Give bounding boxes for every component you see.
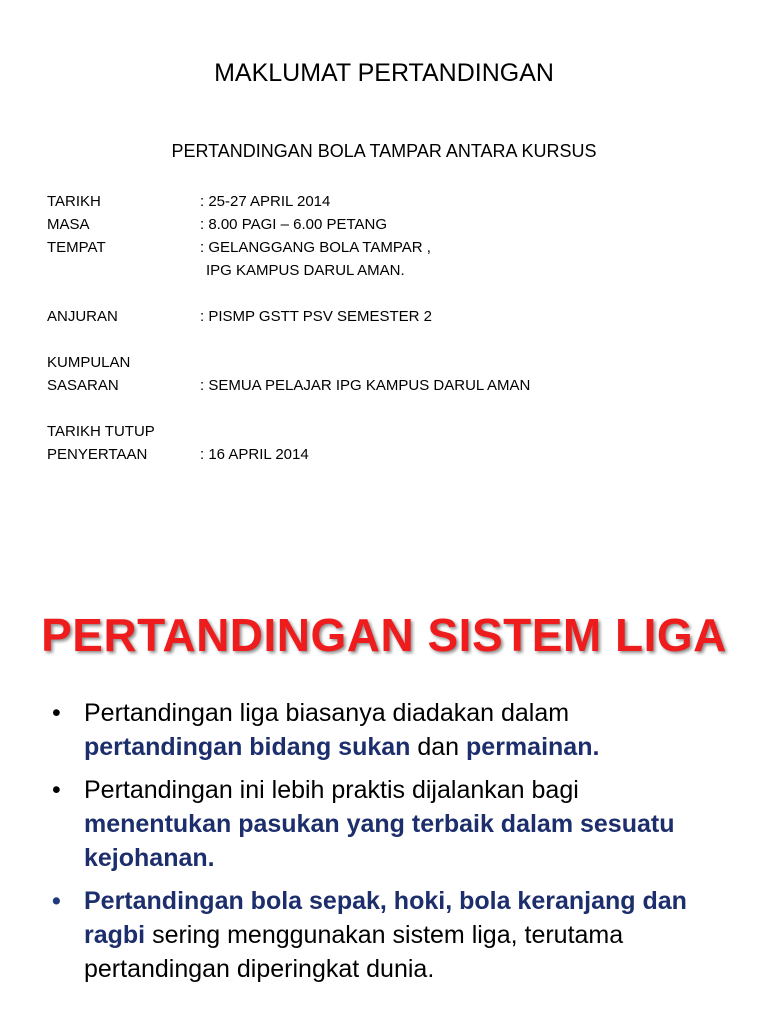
info-value: : 25-27 APRIL 2014 xyxy=(200,193,331,210)
bullet-item xyxy=(52,884,742,986)
slide-subtitle: PERTANDINGAN BOLA TAMPAR ANTARA KURSUS xyxy=(171,141,597,161)
info-value: IPG KAMPUS DARUL AMAN. xyxy=(206,262,405,279)
bullet-text: Pertandingan liga biasanya diadakan dalam xyxy=(84,699,570,727)
info-value: : PISMP GSTT PSV SEMESTER 2 xyxy=(200,308,433,325)
info-value: : GELANGGANG BOLA TAMPAR , xyxy=(200,239,431,256)
bullet-emphasis: permainan. xyxy=(466,733,600,761)
bullet-emphasis: pertandingan bidang sukan xyxy=(84,733,411,761)
bullet-marker: • xyxy=(52,776,61,804)
info-label: KUMPULAN xyxy=(47,354,131,371)
bullet-text: Pertandingan ini lebih praktis dijalankan bagi xyxy=(84,776,579,804)
info-label: TARIKH TUTUP xyxy=(47,423,155,440)
info-label: PENYERTAAN xyxy=(47,446,148,463)
info-value: : 8.00 PAGI – 6.00 PETANG xyxy=(200,216,388,233)
slide-league-system xyxy=(0,512,768,1024)
info-label: TARIKH xyxy=(47,193,101,210)
info-value: : SEMUA PELAJAR IPG KAMPUS DARUL AMAN xyxy=(200,377,531,394)
bullet-item xyxy=(52,696,742,764)
bullet-emphasis: menentukan pasukan yang terbaik dalam sesuatu kejohanan. xyxy=(84,810,675,872)
bullet-text: sering menggunakan sistem liga, terutama pertandingan diperingkat dunia. xyxy=(84,921,624,983)
bullet-item xyxy=(52,773,742,875)
info-label: MASA xyxy=(47,216,90,233)
bullet-marker: • xyxy=(52,887,61,915)
info-label: TEMPAT xyxy=(47,239,106,256)
bullet-list xyxy=(52,696,742,995)
info-value: : 16 APRIL 2014 xyxy=(200,446,309,463)
slide-title: PERTANDINGAN SISTEM LIGA xyxy=(41,609,727,661)
slide-title: MAKLUMAT PERTANDINGAN xyxy=(214,59,554,87)
bullet-marker: • xyxy=(52,699,61,727)
bullet-text: dan xyxy=(410,733,467,761)
info-label: ANJURAN xyxy=(47,308,118,325)
info-label: SASARAN xyxy=(47,377,119,394)
bullet-emphasis: Pertandingan bola sepak, hoki, bola keranjang dan ragbi xyxy=(84,887,687,949)
